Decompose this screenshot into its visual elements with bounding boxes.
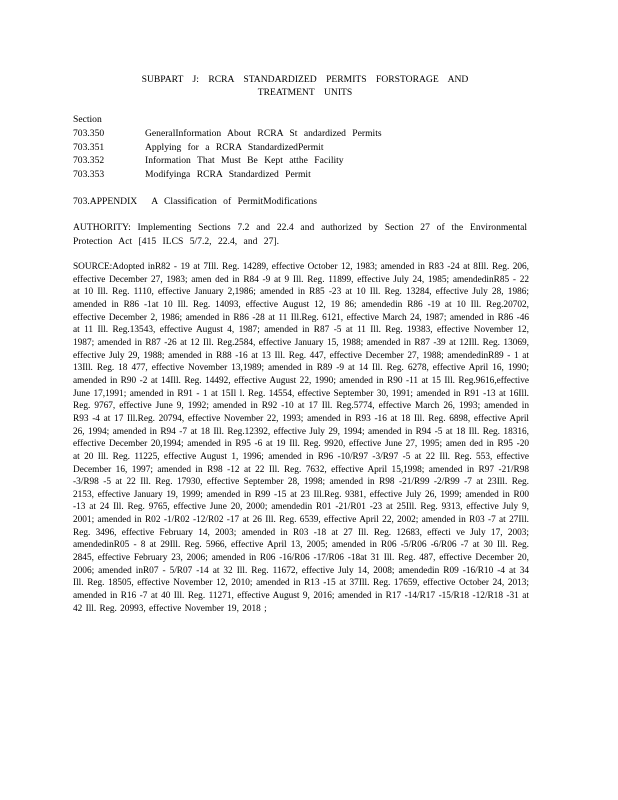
section-list	[73, 127, 382, 181]
subpart-title-line-2: TREATMENT UNITS	[257, 87, 353, 98]
appendix-entry	[73, 196, 317, 209]
section-entry	[73, 168, 382, 182]
section-entry	[73, 127, 382, 141]
section-number: 703.350	[73, 128, 105, 139]
source-paragraph: SOURCE:Adopted inR82 - 19 at 7Ill. Reg. 14289, effective October 12, 1983; amended in R83 -24 at 8Ill. Reg. 206, effective December 27, 1983; amen ded in R84 -9 at 9 Ill. Reg. 11899, effective July 24, 1985; amendedinR85 - 22 at 10 Ill. Reg. 1110, effective January 2,1986; amended in R85 -23 at 10 Ill. Reg. 13284, effective July 28, 1986; amended in R86 -1at 10 Ill. Reg. 14093, effective August 12, 19 86; amendedin R86 -19 at 10 Ill. Reg.20702, effective December 2, 1986; amended in R86 -28 at 11 Ill.Reg. 6121, effective March 24, 1987; amended in R86 -46 at 11 Ill. Reg.13543, effective August 4, 1987; amended in R87 -5 at 11 Ill. Reg. 19383, effective November 12, 1987; amended in R87 -26 at 12 Ill. Reg.2584, effective January 15, 1988; amended in R87 -39 at 12Ill. Reg. 13069, effective July 29, 1988; amended in R88 -16 at 13 Ill. Reg. 447, effective December 27, 1988; amendedinR89 - 1 at 13Ill. Reg. 18 477, effective November 13,1989; amended in R89 -9 at 14 Ill. Reg. 6278, effective April 16, 1990; amended in R90 -2 at 14Ill. Reg. 14492, effective August 22, 1990; amended in R90 -11 at 15 Ill. Reg.9616,effective June 17,1991; amended in R91 - 1 at 15Il l. Reg. 14554, effective September 30, 1991; amended in R91 -13 at 16Ill. Reg. 9767, effective June 9, 1992; amended in R92 -10 at 17 Ill. Reg.5774, effective March 26, 1993; amended in R93 -4 at 17 Ill.Reg. 20794, effective November 22, 1993; amended in R93 -16 at 18 Ill. Reg. 6898, effective April 26, 1994; amended in R94 -7 at 18 Ill. Reg.12392, effective July 29, 1994; amended in R94 -5 at 18 Ill. Reg. 18316, effective December 20,1994; amended in R95 -6 at 19 Ill. Reg. 9920, effective June 27, 1995; amen ded in R95 -20 at 20 Ill. Reg. 11225, effective August 1, 1996; amended in R96 -10/R97 -3/R97 -5 at 22 Ill. Reg. 553, effective December 16, 1997; amended in R98 -12 at 22 Ill. Reg. 7632, effective April 15,1998; amended in R97 -21/R98 -3/R98 -5 at 22 Ill. Reg. 17930, effective September 28, 1998; amended in R98 -21/R99 -2/R99 -7 at 23Ill. Reg. 2153, effective January 19, 1999; amended in R99 -15 at 23 Ill.Reg. 9381, effective July 26, 1999; amended in R00 -13 at 24 Ill. Reg. 9765, effective June 20, 2000; amendedin R01 -21/R01 -23 at 25Ill. Reg. 9313, effective July 9, 2001; amended in R02 -1/R02 -12/R02 -17 at 26 Ill. Reg. 6539, effective April 22, 2002; amended in R03 -7 at 27Ill. Reg. 3496, effective February 14, 2003; amended in R03 -18 at 27 Ill. Reg. 12683, effecti ve July 17, 2003; amendedinR05 - 8 at 29Ill. Reg. 5966, effective April 13, 2005; amended in R06 -5/R06 -6/R06 -7 at 30 Ill. Reg. 2845, effective February 23, 2006; amended in R06 -16/R06 -17/R06 -18at 31 Ill. Reg. 487, effective December 20, 2006; amended inR07 - 5/R07 -14 at 32 Ill. Reg. 11672, effective July 14, 2008; amendedin R09 -16/R10 -4 at 34 Ill. Reg. 18505, effective November 12, 2010; amended in R13 -15 at 37Ill. Reg. 17659, effective October 24, 2013; amended in R16 -7 at 40 Ill. Reg. 11271, effective August 9, 2016; amended in R17 -14/R17 -15/R18 -12/R18 -31 at 42 Ill. Reg. 20993, effective November 19, 2018 ;	[73, 262, 529, 614]
section-heading: Section	[73, 114, 102, 125]
authority-paragraph: AUTHORITY: Implementing Sections 7.2 and 22.4 and authorized by Section 27 of the Environmental Protection Act [415 ILCS 5/7.2, 22.4, and 27].	[73, 222, 527, 247]
section-title: Applying for a RCRA StandardizedPermit	[145, 141, 324, 153]
section-title: Modifyinga RCRA Standardized Permit	[145, 168, 311, 180]
section-number: 703.352	[73, 155, 105, 166]
section-entry	[73, 154, 382, 168]
section-title: Information That Must Be Kept atthe Facility	[145, 155, 344, 166]
appendix-number: 703.APPENDIX	[73, 196, 138, 207]
section-title: GeneralInformation About RCRA St andardized Permits	[145, 128, 382, 139]
section-entry	[73, 141, 382, 155]
subpart-title	[100, 73, 510, 99]
appendix-title: A Classification of PermitModifications	[151, 196, 317, 207]
section-number: 703.353	[73, 168, 105, 180]
section-number: 703.351	[73, 141, 105, 153]
subpart-title-line-1: SUBPART J: RCRA STANDARDIZED PERMITS FORSTORAGE AND	[141, 74, 469, 85]
